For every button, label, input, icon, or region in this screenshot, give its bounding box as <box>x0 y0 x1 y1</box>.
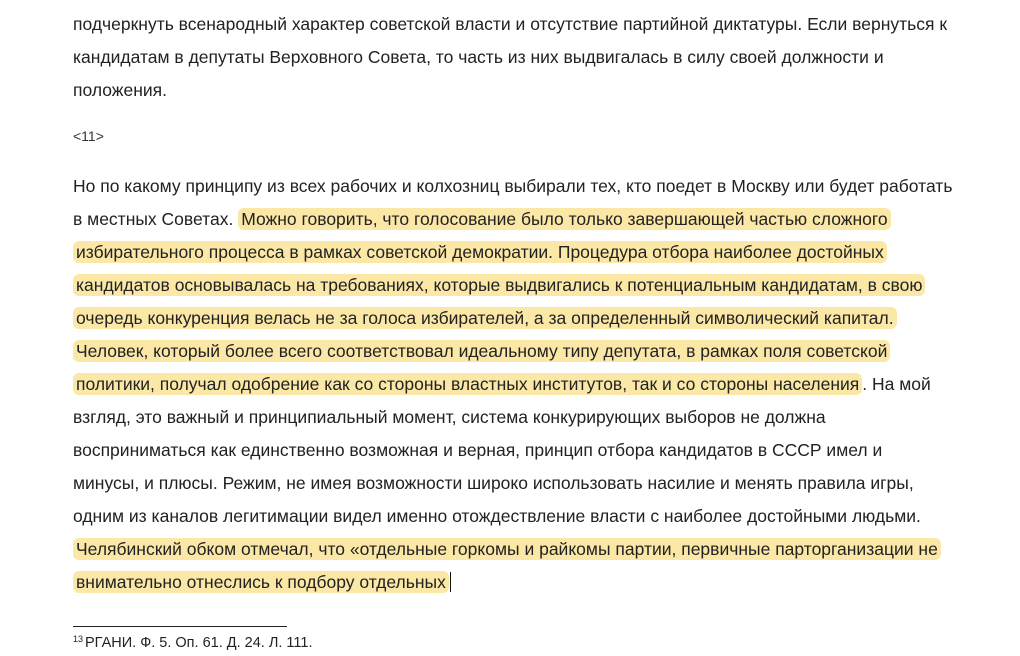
paragraph-intro: подчеркнуть всенародный характер советской власти и отсутствие партийной диктатуры. Если вернуться к кандидатам в депутаты Верховного Совета, то часть из них выдвигалась в силу своей должности и положения. <box>73 14 948 100</box>
text-cursor <box>450 572 451 592</box>
page-marker: <11> <box>73 128 104 144</box>
footnote <box>73 634 312 651</box>
footnote-divider <box>73 626 287 627</box>
paragraph-main[interactable] <box>73 170 953 599</box>
highlight-passage-2[interactable]: Челябинский обком отмечал, что «отдельные горкомы и райкомы партии, первичные парторганизации не внимательно отнеслись к подбору отдельных <box>73 538 941 593</box>
footnote-text: РГАНИ. Ф. 5. Оп. 61. Д. 24. Л. 111. <box>85 635 313 651</box>
paragraph-main-middle: . На мой взгляд, это важный и принципиальный момент, система конкурирующих выборов не должна восприниматься как единственно возможная и верная, принцип отбора кандидатов в СССР имел и минусы, и плюсы. Режим, не имея возможности широко использовать насилие и менять правила игры, одним из каналов легитимации видел именно отождествление власти с наиболее достойными людьми. <box>73 374 931 526</box>
footnote-number: 13 <box>73 634 84 644</box>
highlight-passage-1[interactable]: Можно говорить, что голосование было только завершающей частью сложного избирательного процесса в рамках советской демократии. Процедура отбора наиболее достойных кандидатов основывалась на требованиях, которые выдвигались к потенциальным кандидатам, в свою очередь конкуренция велась не за голоса избирателей, а за определенный символический капитал. Человек, который более всего соответствовал идеальному типу депутата, в рамках поля советской политики, получал одобрение как со стороны властных институтов, так и со стороны населения <box>73 208 925 395</box>
paragraph-main-lead: Но по какому принципу из всех рабочих и колхозниц выбирали тех, кто поедет в Москву или будет работать в местных Советах. <box>73 176 953 229</box>
